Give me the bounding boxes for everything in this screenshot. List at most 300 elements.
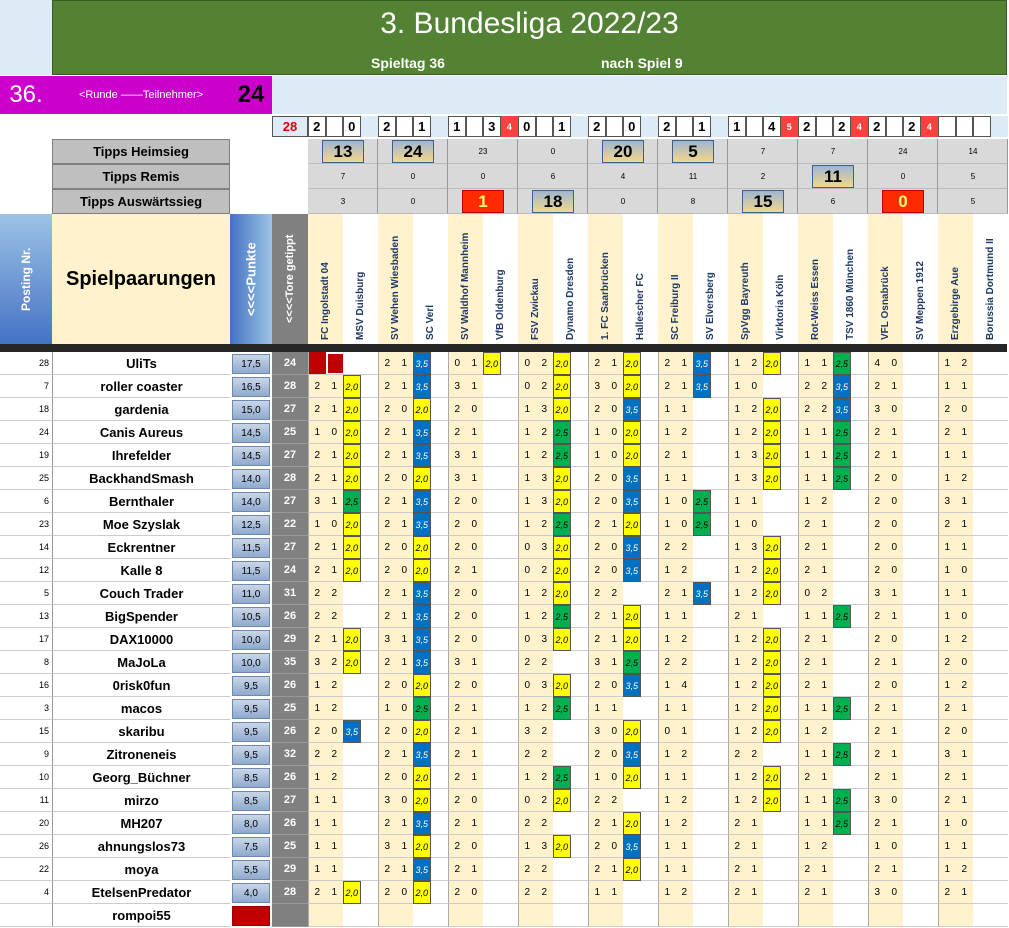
tip-home: 1 bbox=[588, 881, 606, 904]
tip-away: 1 bbox=[956, 697, 974, 720]
tip-points bbox=[833, 766, 851, 789]
tip-points: 2,0 bbox=[623, 605, 641, 628]
tip-home: 2 bbox=[798, 858, 816, 881]
tip-home: 2 bbox=[798, 513, 816, 536]
tore-getippt bbox=[272, 904, 308, 927]
tore-getippt: 35 bbox=[272, 651, 308, 674]
tip-points: 3,5 bbox=[693, 582, 711, 605]
tipps-remis-label: Tipps Remis bbox=[52, 164, 230, 189]
team-home-name: FC Ingolstadt 04 bbox=[320, 262, 331, 340]
player-name: EtelsenPredator bbox=[52, 881, 230, 904]
tip-gap bbox=[921, 789, 939, 812]
tip-gap bbox=[431, 674, 449, 697]
tip-gap bbox=[641, 697, 659, 720]
result-away: 0 bbox=[343, 116, 361, 137]
tip-gap bbox=[991, 766, 1009, 789]
tip-home: 2 bbox=[728, 812, 746, 835]
tip-home: 1 bbox=[308, 766, 326, 789]
tip-away: 1 bbox=[676, 352, 694, 375]
tip-home: 1 bbox=[658, 628, 676, 651]
tip-home: 1 bbox=[938, 582, 956, 605]
tip-points bbox=[973, 513, 991, 536]
tip-points bbox=[973, 398, 991, 421]
tip-points bbox=[973, 651, 991, 674]
tip-gap bbox=[781, 444, 799, 467]
tip-points bbox=[693, 766, 711, 789]
player-name: skaribu bbox=[52, 720, 230, 743]
tip-away: 2 bbox=[816, 720, 834, 743]
tip-gap bbox=[501, 536, 519, 559]
tip-points bbox=[343, 766, 361, 789]
player-name: moya bbox=[52, 858, 230, 881]
tip-gap bbox=[921, 467, 939, 490]
tip-points bbox=[833, 582, 851, 605]
tip-points: 2,5 bbox=[553, 697, 571, 720]
tip-home: 2 bbox=[378, 858, 396, 881]
tip-gap bbox=[641, 513, 659, 536]
tip-away: 2 bbox=[536, 605, 554, 628]
tip-home: 2 bbox=[588, 628, 606, 651]
tip-away: 1 bbox=[396, 628, 414, 651]
tip-away: 1 bbox=[326, 858, 344, 881]
tip-away bbox=[676, 904, 694, 927]
tip-gap bbox=[431, 582, 449, 605]
posting-nr: 14 bbox=[0, 536, 52, 559]
tip-home: 2 bbox=[378, 881, 396, 904]
tip-points: 3,5 bbox=[413, 605, 431, 628]
tip-home bbox=[308, 352, 326, 375]
tip-home: 2 bbox=[938, 789, 956, 812]
tip-gap bbox=[501, 398, 519, 421]
summary-count: 14 bbox=[968, 147, 978, 156]
tip-away bbox=[466, 904, 484, 927]
tip-home: 0 bbox=[518, 789, 536, 812]
tip-away: 0 bbox=[466, 490, 484, 513]
tip-home: 2 bbox=[588, 352, 606, 375]
tip-points: 2,5 bbox=[833, 789, 851, 812]
tip-away: 2 bbox=[536, 651, 554, 674]
tip-gap bbox=[501, 444, 519, 467]
tip-gap bbox=[781, 789, 799, 812]
tip-home: 1 bbox=[658, 421, 676, 444]
tip-gap bbox=[501, 743, 519, 766]
tip-away: 2 bbox=[536, 881, 554, 904]
tip-away: 1 bbox=[606, 881, 624, 904]
tip-home: 1 bbox=[728, 766, 746, 789]
tip-home: 2 bbox=[798, 375, 816, 398]
tip-points: 2,0 bbox=[553, 536, 571, 559]
tip-away: 3 bbox=[746, 444, 764, 467]
tipps-heimsieg-label: Tipps Heimsieg bbox=[52, 139, 230, 164]
tip-points bbox=[973, 766, 991, 789]
summary-count: 7 bbox=[340, 172, 346, 181]
tip-points bbox=[903, 812, 921, 835]
tip-points bbox=[973, 720, 991, 743]
tip-home: 2 bbox=[798, 881, 816, 904]
result-home: 1 bbox=[448, 116, 466, 137]
tip-home: 2 bbox=[868, 720, 886, 743]
tip-gap bbox=[921, 835, 939, 858]
tip-points bbox=[973, 628, 991, 651]
tip-points bbox=[343, 352, 361, 375]
tip-home: 2 bbox=[448, 743, 466, 766]
tip-points bbox=[903, 444, 921, 467]
tip-home: 1 bbox=[938, 375, 956, 398]
tip-home: 2 bbox=[448, 513, 466, 536]
tip-home: 3 bbox=[938, 743, 956, 766]
tip-away: 2 bbox=[326, 605, 344, 628]
tip-away: 1 bbox=[956, 536, 974, 559]
tip-points: 2,0 bbox=[343, 375, 361, 398]
tip-gap bbox=[431, 766, 449, 789]
tip-gap bbox=[711, 904, 729, 927]
tip-points bbox=[693, 398, 711, 421]
tip-points bbox=[763, 835, 781, 858]
tip-points: 3,5 bbox=[833, 375, 851, 398]
tip-home: 2 bbox=[588, 743, 606, 766]
tip-points: 2,0 bbox=[623, 513, 641, 536]
tip-home: 1 bbox=[658, 559, 676, 582]
tip-points: 2,0 bbox=[763, 352, 781, 375]
tip-home: 1 bbox=[728, 789, 746, 812]
tip-away: 0 bbox=[466, 835, 484, 858]
tip-points bbox=[903, 651, 921, 674]
tip-home: 1 bbox=[728, 651, 746, 674]
tip-gap bbox=[571, 628, 589, 651]
tip-gap bbox=[501, 720, 519, 743]
tip-away: 2 bbox=[536, 858, 554, 881]
tip-points: 2,5 bbox=[833, 697, 851, 720]
tip-home: 1 bbox=[798, 789, 816, 812]
tip-gap bbox=[781, 582, 799, 605]
tip-gap bbox=[501, 858, 519, 881]
tip-away: 1 bbox=[746, 835, 764, 858]
tip-home: 2 bbox=[868, 743, 886, 766]
tip-home: 2 bbox=[518, 743, 536, 766]
tip-points bbox=[483, 858, 501, 881]
tip-points: 2,5 bbox=[553, 766, 571, 789]
tip-away: 2 bbox=[746, 651, 764, 674]
tip-points bbox=[693, 881, 711, 904]
tip-points bbox=[833, 490, 851, 513]
tip-points: 2,0 bbox=[343, 628, 361, 651]
tip-gap bbox=[361, 421, 379, 444]
tip-gap bbox=[431, 490, 449, 513]
summary-count: 0 bbox=[410, 197, 416, 206]
tip-gap bbox=[501, 766, 519, 789]
posting-nr: 8 bbox=[0, 651, 52, 674]
tip-gap bbox=[711, 352, 729, 375]
tip-gap bbox=[361, 628, 379, 651]
player-name: gardenia bbox=[52, 398, 230, 421]
tip-gap bbox=[641, 421, 659, 444]
result-home: 0 bbox=[518, 116, 536, 137]
tip-points bbox=[483, 559, 501, 582]
tip-points bbox=[483, 582, 501, 605]
tip-away: 2 bbox=[536, 352, 554, 375]
tip-points bbox=[903, 858, 921, 881]
posting-nr: 18 bbox=[0, 398, 52, 421]
tip-home: 1 bbox=[308, 697, 326, 720]
tip-away: 1 bbox=[746, 881, 764, 904]
tip-home: 2 bbox=[308, 398, 326, 421]
tip-gap bbox=[921, 628, 939, 651]
tip-away: 3 bbox=[536, 490, 554, 513]
tip-points bbox=[833, 835, 851, 858]
tip-gap bbox=[571, 904, 589, 927]
tip-gap bbox=[921, 651, 939, 674]
tip-gap bbox=[641, 375, 659, 398]
tip-points: 2,0 bbox=[623, 812, 641, 835]
tip-away: 0 bbox=[466, 674, 484, 697]
tip-home: 1 bbox=[728, 582, 746, 605]
tip-away: 0 bbox=[886, 467, 904, 490]
tip-home: 1 bbox=[658, 513, 676, 536]
tip-gap bbox=[711, 421, 729, 444]
tip-away: 0 bbox=[396, 674, 414, 697]
tip-home: 2 bbox=[868, 444, 886, 467]
tip-away: 1 bbox=[606, 812, 624, 835]
tip-away: 2 bbox=[536, 743, 554, 766]
tip-gap bbox=[851, 559, 869, 582]
result-home: 2 bbox=[868, 116, 886, 137]
player-points: 8,0 bbox=[232, 814, 270, 834]
tip-away: 1 bbox=[676, 444, 694, 467]
tip-away: 0 bbox=[606, 835, 624, 858]
tip-away: 0 bbox=[606, 444, 624, 467]
tip-away: 2 bbox=[606, 789, 624, 812]
tip-away: 1 bbox=[606, 651, 624, 674]
tip-points bbox=[483, 513, 501, 536]
tip-home: 1 bbox=[728, 352, 746, 375]
tip-points bbox=[903, 467, 921, 490]
tip-gap bbox=[361, 467, 379, 490]
tip-points: 2,5 bbox=[693, 490, 711, 513]
tip-points: 2,0 bbox=[413, 536, 431, 559]
team-away-name: Dynamo Dresden bbox=[565, 257, 576, 340]
tip-away: 1 bbox=[956, 444, 974, 467]
tip-away: 1 bbox=[466, 766, 484, 789]
tip-home: 2 bbox=[518, 651, 536, 674]
summary-count: 0 bbox=[410, 172, 416, 181]
tip-home: 2 bbox=[378, 444, 396, 467]
tip-home: 1 bbox=[518, 398, 536, 421]
tip-home: 1 bbox=[728, 674, 746, 697]
tip-gap bbox=[361, 904, 379, 927]
tip-points: 3,5 bbox=[833, 398, 851, 421]
tip-home: 2 bbox=[378, 720, 396, 743]
player-name: Zitroneneis bbox=[52, 743, 230, 766]
tip-away: 2 bbox=[676, 421, 694, 444]
tip-gap bbox=[991, 697, 1009, 720]
tip-away: 1 bbox=[746, 490, 764, 513]
tip-away: 1 bbox=[816, 605, 834, 628]
tip-away: 0 bbox=[956, 605, 974, 628]
tip-gap bbox=[781, 490, 799, 513]
tip-points bbox=[903, 398, 921, 421]
tip-home: 2 bbox=[448, 421, 466, 444]
tip-gap bbox=[501, 789, 519, 812]
tip-away: 4 bbox=[676, 674, 694, 697]
tip-points: 2,5 bbox=[833, 352, 851, 375]
result-marker: 4 bbox=[501, 116, 519, 137]
tip-gap bbox=[501, 352, 519, 375]
tore-getippt: 28 bbox=[272, 467, 308, 490]
tip-gap bbox=[851, 651, 869, 674]
tip-home bbox=[728, 904, 746, 927]
tip-away bbox=[536, 904, 554, 927]
tip-home: 2 bbox=[658, 536, 676, 559]
tip-away: 2 bbox=[536, 559, 554, 582]
tip-gap bbox=[991, 559, 1009, 582]
tip-away: 2 bbox=[746, 674, 764, 697]
team-away-name: Virktoria Köln bbox=[775, 274, 786, 340]
tip-home: 1 bbox=[518, 444, 536, 467]
tip-home: 1 bbox=[658, 812, 676, 835]
tip-home bbox=[588, 904, 606, 927]
tip-away: 2 bbox=[536, 812, 554, 835]
tip-away: 2 bbox=[746, 720, 764, 743]
tip-points: 3,5 bbox=[413, 421, 431, 444]
tip-gap bbox=[991, 720, 1009, 743]
tip-points: 2,0 bbox=[413, 720, 431, 743]
posting-nr: 28 bbox=[0, 352, 52, 375]
tip-away: 3 bbox=[536, 628, 554, 651]
tip-home bbox=[308, 904, 326, 927]
tip-points bbox=[483, 881, 501, 904]
tip-away: 0 bbox=[956, 559, 974, 582]
tip-away: 1 bbox=[326, 881, 344, 904]
player-points: 10,5 bbox=[232, 607, 270, 627]
tip-gap bbox=[711, 628, 729, 651]
tip-points: 3,5 bbox=[413, 628, 431, 651]
player-points: 9,5 bbox=[232, 745, 270, 765]
tip-away: 1 bbox=[956, 582, 974, 605]
tip-gap bbox=[711, 513, 729, 536]
player-points: 14,5 bbox=[232, 423, 270, 443]
tip-home: 1 bbox=[938, 605, 956, 628]
posting-nr: 7 bbox=[0, 375, 52, 398]
tip-away: 2 bbox=[536, 421, 554, 444]
tip-points bbox=[693, 904, 711, 927]
player-name: 0risk0fun bbox=[52, 674, 230, 697]
tip-points bbox=[693, 720, 711, 743]
tip-home: 2 bbox=[728, 605, 746, 628]
tip-home: 2 bbox=[308, 559, 326, 582]
tip-gap bbox=[921, 375, 939, 398]
tip-home: 2 bbox=[378, 582, 396, 605]
tip-gap bbox=[851, 628, 869, 651]
tip-gap bbox=[991, 513, 1009, 536]
tip-home: 1 bbox=[728, 559, 746, 582]
tip-points bbox=[833, 881, 851, 904]
tip-gap bbox=[361, 444, 379, 467]
tip-away: 2 bbox=[956, 467, 974, 490]
tip-gap bbox=[851, 467, 869, 490]
summary-count: 7 bbox=[830, 147, 836, 156]
tip-away: 2 bbox=[536, 513, 554, 536]
tip-points: 2,5 bbox=[833, 812, 851, 835]
tip-away: 1 bbox=[466, 352, 484, 375]
tip-gap bbox=[571, 835, 589, 858]
tip-away: 2 bbox=[536, 582, 554, 605]
tip-home: 2 bbox=[798, 628, 816, 651]
tip-home: 2 bbox=[658, 375, 676, 398]
tip-gap bbox=[991, 904, 1009, 927]
tore-getippt: 22 bbox=[272, 513, 308, 536]
tip-home: 2 bbox=[448, 812, 466, 835]
tip-gap bbox=[851, 858, 869, 881]
team-home-name: VFL Osnabrück bbox=[880, 266, 891, 340]
tip-away: 2 bbox=[536, 697, 554, 720]
tip-points: 3,5 bbox=[623, 490, 641, 513]
tip-points bbox=[623, 789, 641, 812]
tip-points: 2,0 bbox=[763, 536, 781, 559]
tip-away: 2 bbox=[746, 743, 764, 766]
tip-points bbox=[763, 605, 781, 628]
tip-home: 2 bbox=[378, 513, 396, 536]
tip-gap bbox=[711, 398, 729, 421]
tip-points: 2,0 bbox=[763, 697, 781, 720]
tip-gap bbox=[501, 605, 519, 628]
tip-points bbox=[833, 651, 851, 674]
summary-count: 6 bbox=[550, 172, 556, 181]
posting-header-label: Posting Nr. bbox=[19, 247, 33, 311]
tip-points bbox=[903, 766, 921, 789]
tip-away: 2 bbox=[816, 582, 834, 605]
tip-away: 1 bbox=[396, 375, 414, 398]
tip-points: 3,5 bbox=[623, 559, 641, 582]
player-name: mirzo bbox=[52, 789, 230, 812]
tip-home: 2 bbox=[798, 651, 816, 674]
tip-points: 2,0 bbox=[553, 467, 571, 490]
tip-home: 0 bbox=[518, 352, 536, 375]
tip-away: 0 bbox=[956, 812, 974, 835]
tip-home: 2 bbox=[588, 490, 606, 513]
player-points: 15,0 bbox=[232, 400, 270, 420]
tip-gap bbox=[781, 697, 799, 720]
tip-points bbox=[693, 467, 711, 490]
tip-points: 2,5 bbox=[623, 651, 641, 674]
tip-points: 2,0 bbox=[763, 582, 781, 605]
tip-away: 1 bbox=[886, 582, 904, 605]
tip-away: 1 bbox=[816, 881, 834, 904]
tip-home: 2 bbox=[868, 766, 886, 789]
tip-home: 2 bbox=[728, 743, 746, 766]
tip-home: 2 bbox=[938, 398, 956, 421]
tip-gap bbox=[501, 697, 519, 720]
tip-points bbox=[973, 421, 991, 444]
tip-away: 0 bbox=[326, 513, 344, 536]
tip-gap bbox=[431, 743, 449, 766]
summary-count: 5 bbox=[970, 172, 976, 181]
nach-spiel-label: nach Spiel 9 bbox=[601, 55, 683, 71]
tip-home: 1 bbox=[378, 697, 396, 720]
tore-getippt: 31 bbox=[272, 582, 308, 605]
tip-away: 1 bbox=[886, 858, 904, 881]
tip-home: 1 bbox=[518, 582, 536, 605]
tip-away: 1 bbox=[396, 352, 414, 375]
tip-gap bbox=[781, 743, 799, 766]
tip-away: 0 bbox=[326, 720, 344, 743]
tip-gap bbox=[991, 858, 1009, 881]
tip-points: 2,0 bbox=[623, 720, 641, 743]
tip-home: 2 bbox=[448, 628, 466, 651]
tip-home: 1 bbox=[658, 766, 676, 789]
tip-home: 0 bbox=[518, 559, 536, 582]
player-name: MaJoLa bbox=[52, 651, 230, 674]
tip-points bbox=[973, 812, 991, 835]
